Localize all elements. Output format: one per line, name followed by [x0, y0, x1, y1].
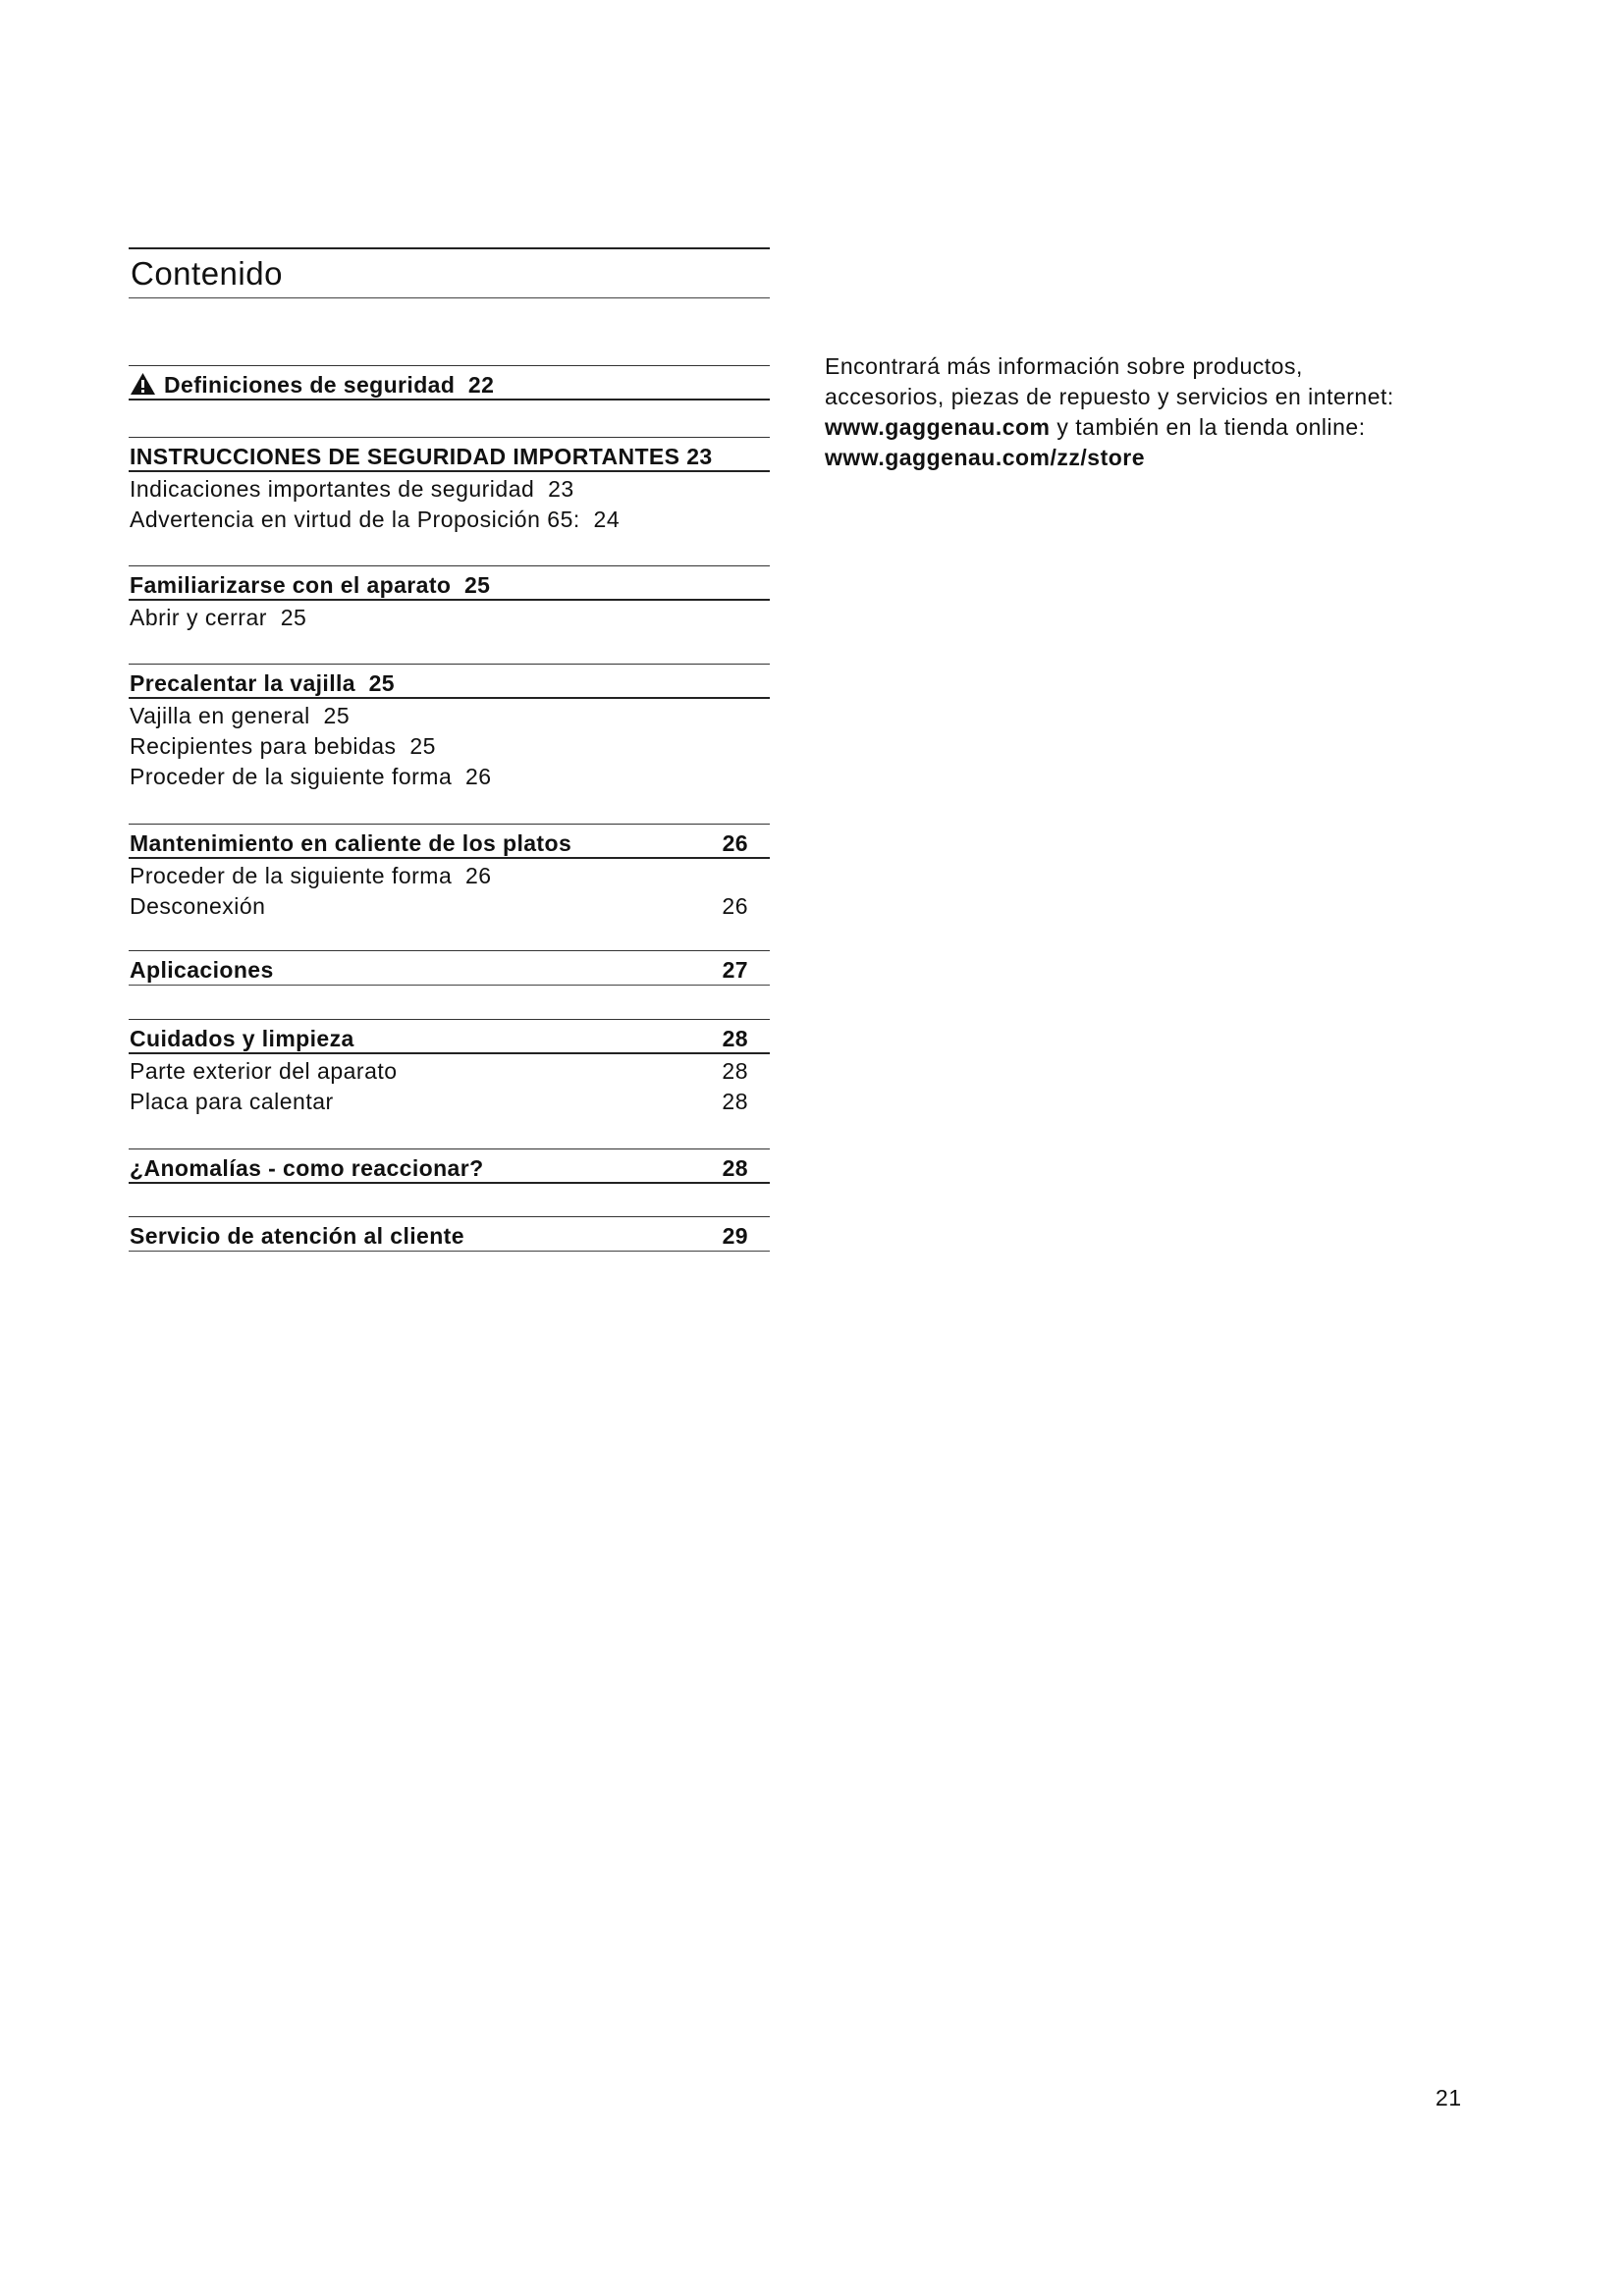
toc-entry[interactable] — [129, 1085, 770, 1115]
info-line: Encontrará más información sobre productos, — [825, 353, 1303, 379]
toc-entry-text — [130, 476, 574, 503]
toc-entry[interactable] — [129, 889, 770, 920]
toc-entry-text — [130, 507, 620, 533]
toc-heading-page: 26 — [722, 830, 748, 856]
toc-heading-page: 25 — [368, 670, 395, 696]
page-title: Contenido — [131, 255, 283, 292]
toc-entry-page: 26 — [722, 893, 748, 919]
toc-entry-text — [130, 764, 492, 790]
toc-entry[interactable] — [129, 760, 770, 790]
toc-section-heading[interactable] — [129, 1148, 770, 1184]
toc-entry[interactable] — [129, 503, 770, 533]
toc-section-get-to-know-appliance[interactable] — [129, 565, 770, 631]
toc-entry-page: 28 — [722, 1089, 748, 1114]
toc-entry-label: Desconexión — [130, 893, 266, 919]
toc-entry-text — [130, 733, 436, 760]
toc-entry-text — [130, 703, 350, 729]
toc-heading-label: ¿Anomalías - como reaccionar? — [130, 1155, 484, 1181]
toc-entry-label: Proceder de la siguiente forma — [130, 764, 453, 789]
toc-entry[interactable] — [129, 859, 770, 889]
toc-heading-label: Cuidados y limpieza — [130, 1026, 354, 1051]
toc-entry[interactable] — [129, 1054, 770, 1085]
toc-heading-page: 29 — [722, 1223, 748, 1249]
toc-entry-page: 24 — [593, 507, 621, 532]
toc-heading-label: INSTRUCCIONES DE SEGURIDAD IMPORTANTES — [130, 444, 680, 469]
website-link[interactable]: www.gaggenau.com — [825, 414, 1051, 440]
toc-entry-label: Placa para calentar — [130, 1089, 334, 1114]
toc-heading-page: 28 — [722, 1026, 748, 1051]
info-line-rest: y también en la tienda online: — [1050, 414, 1366, 440]
toc-entry-label: Proceder de la siguiente forma — [130, 863, 453, 888]
toc-section-customer-service[interactable] — [129, 1216, 770, 1252]
toc-section-heading[interactable] — [129, 437, 770, 472]
toc-entry-page: 26 — [465, 764, 492, 789]
toc-section-care-cleaning[interactable] — [129, 1019, 770, 1115]
online-info-paragraph — [825, 351, 1512, 473]
toc-section-applications[interactable] — [129, 950, 770, 986]
toc-section-keep-plates-warm[interactable] — [129, 824, 770, 920]
toc-heading-label: Definiciones de seguridad — [164, 372, 456, 398]
warning-triangle-icon — [130, 372, 156, 401]
page-number: 21 — [1435, 2085, 1462, 2110]
toc-section-troubleshooting[interactable] — [129, 1148, 770, 1184]
toc-section-heading[interactable] — [129, 664, 770, 699]
toc-heading-label: Mantenimiento en caliente de los platos — [130, 830, 572, 856]
toc-entry-label: Recipientes para bebidas — [130, 733, 397, 759]
contents-title-block — [129, 247, 770, 298]
toc-entry-page: 25 — [409, 733, 436, 759]
toc-heading-text — [130, 372, 494, 401]
toc-entry[interactable] — [129, 601, 770, 631]
info-line: accesorios, piezas de repuesto y servicios en internet: — [825, 384, 1394, 409]
toc-section-safety-definitions[interactable] — [129, 365, 770, 400]
toc-entry-page: 23 — [548, 476, 574, 502]
toc-section-heading[interactable] — [129, 565, 770, 601]
toc-heading-label: Servicio de atención al cliente — [130, 1223, 464, 1249]
toc-section-heading[interactable] — [129, 1019, 770, 1054]
toc-entry[interactable] — [129, 729, 770, 760]
toc-entry-page: 25 — [323, 703, 351, 728]
toc-section-preheat-dishes[interactable] — [129, 664, 770, 790]
toc-heading-page: 27 — [722, 957, 748, 983]
toc-heading-label: Familiarizarse con el aparato — [130, 572, 452, 598]
toc-entry-label: Advertencia en virtud de la Proposición 65: — [130, 507, 580, 532]
toc-section-heading[interactable] — [129, 365, 770, 400]
toc-section-heading[interactable] — [129, 1216, 770, 1252]
toc-section-important-safety[interactable] — [129, 437, 770, 533]
toc-heading-page: 28 — [722, 1155, 748, 1181]
toc-entry-label: Indicaciones importantes de seguridad — [130, 476, 535, 502]
toc-heading-page: 22 — [467, 372, 495, 398]
toc-entry[interactable] — [129, 472, 770, 503]
toc-entry-label: Vajilla en general — [130, 703, 310, 728]
toc-heading-text — [130, 444, 713, 470]
toc-entry-page: 25 — [280, 605, 307, 630]
toc-entry-text — [130, 863, 492, 889]
toc-heading-label: Precalentar la vajilla — [130, 670, 355, 696]
toc-section-heading[interactable] — [129, 824, 770, 859]
toc-entry-label: Parte exterior del aparato — [130, 1058, 398, 1084]
toc-entry-text — [130, 605, 306, 631]
info-line — [825, 412, 1512, 443]
toc-entry-page: 26 — [465, 863, 492, 888]
store-link[interactable]: www.gaggenau.com/zz/store — [825, 445, 1146, 470]
toc-heading-page: 23 — [686, 444, 713, 469]
toc-heading-label: Aplicaciones — [130, 957, 274, 983]
toc-section-heading[interactable] — [129, 950, 770, 986]
toc-heading-text — [130, 572, 490, 599]
toc-entry[interactable] — [129, 699, 770, 729]
toc-heading-page: 25 — [463, 572, 491, 598]
toc-entry-page: 28 — [722, 1058, 748, 1084]
toc-heading-text — [130, 670, 395, 697]
toc-entry-label: Abrir y cerrar — [130, 605, 267, 630]
info-line — [825, 443, 1512, 473]
